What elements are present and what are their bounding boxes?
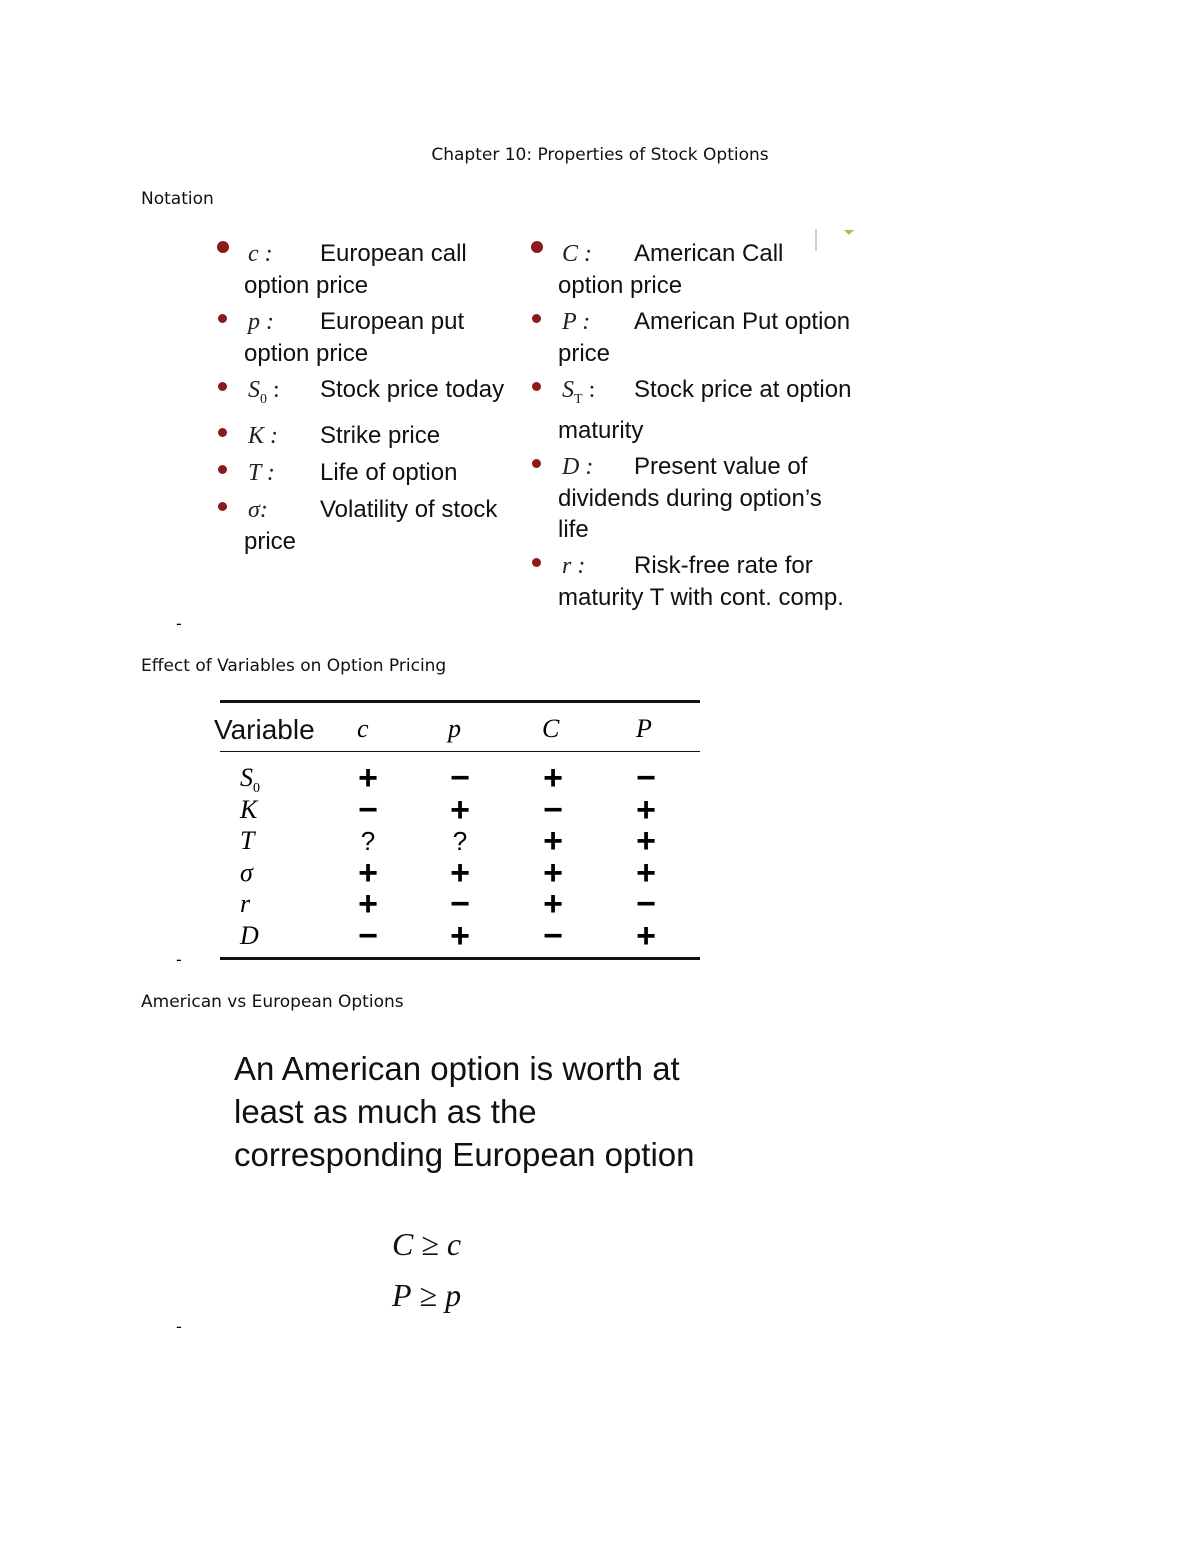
table-cell: −: [543, 916, 563, 955]
row-label-letter: S: [240, 763, 253, 792]
notation-item: [218, 374, 518, 415]
notation-item: [532, 306, 852, 369]
table-cell: +: [450, 853, 470, 892]
symbol-letter: r :: [562, 552, 586, 579]
table-header-c: c: [357, 714, 369, 743]
notation-list-left: [218, 238, 518, 562]
table-rule-mid: [220, 751, 700, 752]
section-heading-notation: Notation: [141, 189, 214, 209]
bullet-icon: [532, 382, 541, 391]
notation-symbol: [244, 421, 320, 452]
notation-description: Present value of dividends during option’s life: [558, 452, 822, 543]
table-header-C: C: [542, 714, 560, 743]
notation-list-right: [532, 238, 852, 618]
notation-item: [532, 374, 852, 446]
table-cell: +: [543, 885, 563, 923]
notation-symbol: [244, 495, 320, 526]
dash-marker: -: [176, 614, 182, 633]
table-cell: +: [450, 916, 470, 955]
table-cell: +: [358, 885, 378, 923]
symbol-letter: K :: [248, 422, 278, 449]
table-rule-bottom: [220, 957, 700, 960]
notation-description: European call option price: [244, 240, 467, 299]
table-cell: −: [450, 759, 470, 797]
table-row-label: [240, 795, 257, 825]
notation-symbol: [558, 375, 634, 415]
table-cell: +: [543, 853, 563, 892]
notation-description: Stock price at option maturity: [558, 376, 852, 444]
notation-description: European put option price: [244, 308, 465, 367]
notation-symbol: [558, 239, 634, 270]
dash-marker: -: [176, 1317, 182, 1336]
notation-description: Volatility of stock price: [244, 495, 498, 555]
bullet-icon: [532, 314, 541, 323]
table-row-label: [240, 889, 250, 919]
notation-item: [532, 451, 852, 545]
symbol-letter: σ:: [248, 496, 268, 523]
table-cell: −: [636, 759, 656, 797]
notation-item: [218, 494, 518, 557]
dropdown-marker-icon: [844, 230, 854, 235]
symbol-letter: T :: [248, 459, 275, 486]
notation-item: [218, 238, 518, 301]
table-cell: −: [358, 916, 378, 955]
section-heading-american: American vs European Options: [141, 992, 404, 1012]
table-row-label: [240, 921, 259, 951]
notation-description: Life of option: [320, 458, 458, 486]
table-cell: +: [543, 759, 563, 797]
ineq-right: c: [446, 1226, 462, 1262]
notation-symbol: [244, 307, 320, 338]
table-cell: ?: [452, 826, 468, 856]
ineq-op: ≥: [419, 1277, 438, 1313]
table-cell: +: [636, 790, 656, 829]
table-header-p: p: [448, 714, 461, 743]
symbol-letter: P :: [562, 309, 591, 335]
notation-symbol: [558, 307, 634, 338]
symbol-letter: c :: [248, 241, 273, 267]
table-cell: +: [543, 822, 563, 860]
symbol-letter: S: [562, 377, 574, 403]
inequality-put: [392, 1277, 461, 1314]
notation-item: [218, 306, 518, 369]
notation-item: [532, 550, 852, 613]
bullet-icon: [532, 459, 541, 468]
bullet-icon: [218, 465, 227, 474]
table-cell: −: [358, 790, 378, 829]
notation-symbol: [244, 239, 320, 270]
table-header-P: P: [636, 714, 652, 743]
symbol-letter: p :: [248, 309, 274, 335]
row-label-letter: T: [240, 826, 255, 855]
table-cell: +: [636, 822, 656, 860]
notation-description: Strike price: [320, 421, 441, 449]
row-label-subscript: 0: [253, 781, 260, 797]
table-cell: +: [636, 853, 656, 892]
notation-description: Stock price today: [320, 376, 505, 403]
inequality-call: [392, 1226, 461, 1263]
symbol-letter: D :: [562, 453, 594, 480]
table-cell: +: [358, 853, 378, 892]
table-cell: −: [450, 885, 470, 923]
table-cell: −: [543, 790, 563, 829]
symbol-colon: :: [582, 377, 596, 403]
bullet-icon: [532, 558, 541, 567]
bullet-icon: [531, 241, 543, 253]
table-cell: +: [450, 790, 470, 829]
section-heading-effect: Effect of Variables on Option Pricing: [141, 656, 447, 676]
table-rule-top: [220, 700, 700, 703]
american-statement: An American option is worth at least as much as the corresponding European option: [234, 1050, 695, 1173]
ineq-left: P: [392, 1277, 412, 1313]
table-cell: +: [358, 759, 378, 797]
notation-description: Risk-free rate for maturity T with cont. comp.: [558, 551, 844, 611]
ineq-op: ≥: [421, 1226, 439, 1262]
ineq-right: p: [445, 1277, 462, 1313]
table-row-label: [240, 858, 253, 888]
symbol-letter: C :: [562, 241, 592, 267]
table-row-label: [240, 826, 254, 856]
table-header-variable: Variable: [214, 714, 315, 745]
table-cell: +: [636, 916, 656, 955]
notation-symbol: [244, 375, 320, 415]
symbol-colon: :: [267, 377, 280, 403]
notation-item: [218, 457, 518, 489]
notation-symbol: [558, 452, 634, 483]
row-label-letter: r: [240, 889, 251, 918]
notation-item: [532, 238, 852, 301]
symbol-subscript: 0: [260, 391, 267, 407]
table-cell: ?: [360, 826, 376, 856]
table-cell: −: [636, 885, 656, 923]
row-label-letter: σ: [240, 857, 253, 887]
notation-symbol: [558, 551, 634, 582]
dash-marker: -: [176, 950, 182, 969]
bullet-icon: [217, 241, 229, 253]
bullet-icon: [218, 428, 227, 437]
bullet-icon: [218, 502, 227, 511]
page-title: Chapter 10: Properties of Stock Options: [431, 145, 769, 165]
symbol-subscript: T: [574, 391, 583, 407]
row-label-letter: K: [240, 794, 258, 824]
notation-symbol: [244, 458, 320, 489]
notation-item: [218, 420, 518, 452]
bullet-icon: [218, 314, 227, 323]
notation-description: American Call option price: [558, 240, 784, 299]
notation-description: American Put option price: [558, 308, 851, 367]
ineq-left: C: [392, 1226, 414, 1262]
symbol-letter: S: [248, 377, 260, 403]
row-label-letter: D: [240, 920, 259, 950]
bullet-icon: [218, 382, 227, 391]
